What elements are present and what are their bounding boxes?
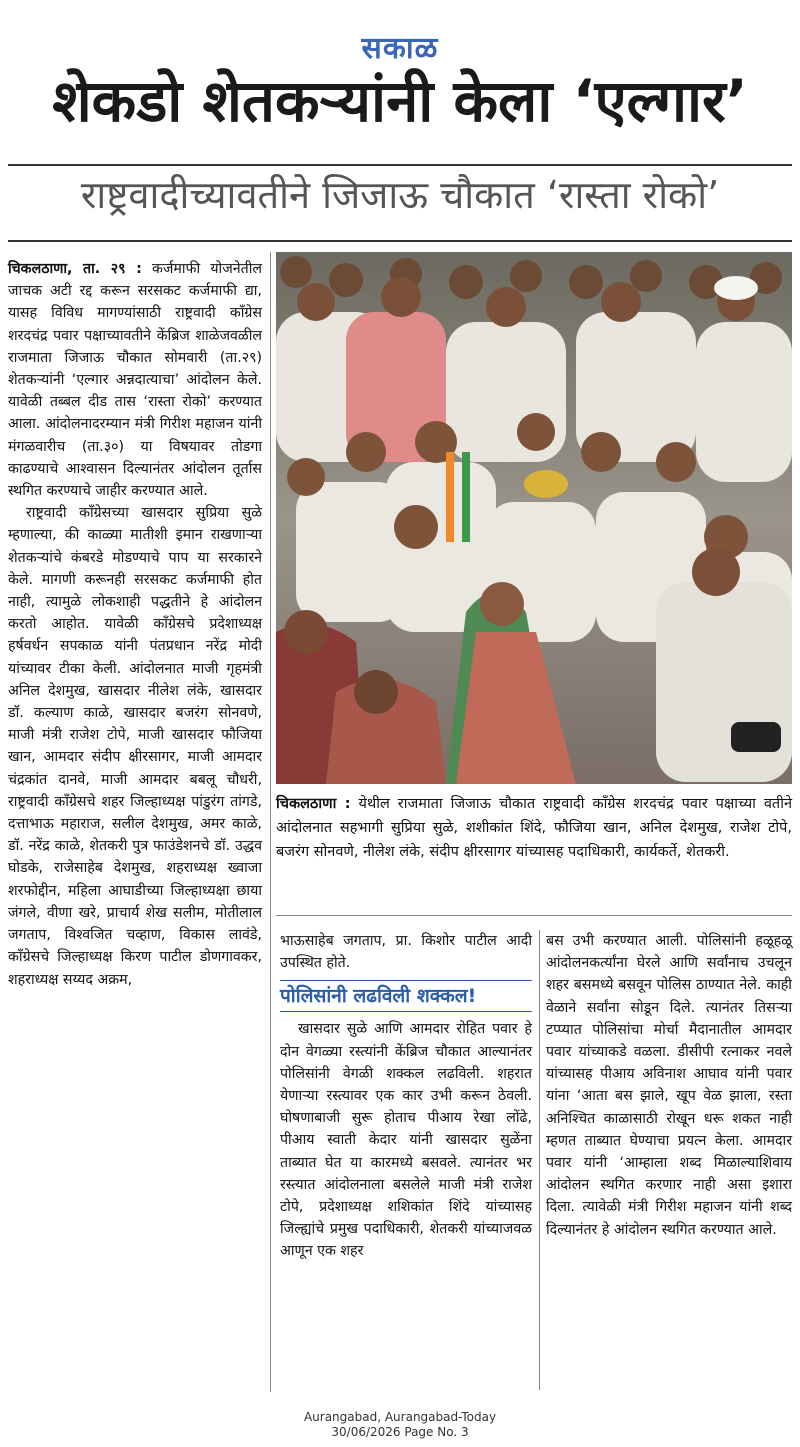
protest-crowd-photo [276, 252, 792, 784]
column-divider [270, 252, 271, 1392]
footer-date-page: 30/06/2026 Page No. 3 [331, 1425, 469, 1439]
paragraph: भाऊसाहेब जगताप, प्रा. किशोर पाटील आदी उपस्थित होते. [280, 933, 532, 972]
caption-text: येथील राजमाता जिजाऊ चौकात राष्ट्रवादी काँग्रेस शरदचंद्र पवार पक्षाच्या वतीने आंदोलनात सहभागी सुप्रिया सुळे, शशीकांत शिंदे, फौजिया खान, अनिल देशमुख, राजेश टोपे, बजरंग सोनवणे, नीलेश लंके, संदीप क्षीरसागर यांच्यासह पदाधिकारी, कार्यकर्ते, शेतकरी. [276, 796, 792, 860]
paragraph: बस उभी करण्यात आली. पोलिसांनी हळूहळू आंदोलनकर्त्यांना घेरले आणि सर्वांनाच उचलून शहर बसमध्ये बसवून पोलिस ठाण्यात नेले. काही वेळाने सर्वांना सोडून दिले. त्यानंतर तिसऱ्या टप्प्यात पोलिसांचा मोर्चा मैदानातील आमदार पवार यांच्याकडे वळला. डीसीपी रत्नाकर नवले यांच्यासह पीआय अविनाश आघाव यांनी पवार यांना ‘आता बस झाले, खूप वेळ झाला, रस्ता अनिश्चित काळासाठी रोखून धरू शकत नाही म्हणत ताब्यात घेण्याचा प्रयत्न केला. आमदार पवार यांनी ‘आम्हाला शब्द मिळाल्याशिवाय आंदोलन स्थगित करणार नाही असा इशारा दिला. त्यावेळी मंत्री गिरीश महाजन यांनी शब्द दिल्यानंतर हे आंदोलन स्थगित करण्यात आले. [546, 933, 792, 1238]
divider [8, 164, 792, 166]
paragraph: कर्जमाफी योजनेतील जाचक अटी रद्द करून सरसकट कर्जमाफी द्या, यासह विविध मागण्यांसाठी राष्ट्रवादी काँग्रेस शरदचंद्र पवार पक्षाच्यावतीने केंब्रिज शाळेजवळील राजमाता जिजाऊ चौकात सोमवारी (ता.२९) शेतकऱ्यांनी ‘एल्गार अन्नदात्याचा’ आंदोलन केले. यावेळी तब्बल दीड तास ‘रास्ता रोको’ करण्यात आला. आंदोलनादरम्यान मंत्री गिरीश महाजन यांनी मंगळवारीच (ता.३०) या विषयावर तोडगा काढण्याचे आश्वासन दिल्यानंतर आंदोलन तूर्तास स्थगित करण्याचे जाहीर करण्यात आले. [8, 261, 263, 500]
article-column-1 [8, 258, 262, 991]
paragraph: खासदार सुळे आणि आमदार रोहित पवार हे दोन वेगळ्या रस्त्यांनी केंब्रिज चौकात आल्यानंतर पोलिसांनी वेगळी शक्कल लढविली. शहरात येणाऱ्या रस्त्यावर एक कार उभी करून ठेवली. घोषणाबाजी सुरू होताच पीआय रेखा लोंढे, पीआय स्वाती केदार यांनी खासदार सुळेंना ताब्यात घेत या कारमध्ये बसवले. त्यानंतर भर रस्त्यात आंदोलनाला बसलेले माजी मंत्री राजेश टोपे, प्रदेशाध्यक्ष शशिकांत शिंदे यांच्यासह जिल्ह्यांचे प्रमुख पदाधिकारी, शेतकरी यांच्याजवळ आणून एक शहर [280, 1021, 532, 1260]
caption-place: चिकलठाणा : [276, 796, 351, 812]
masthead-logo: सकाळ [361, 31, 439, 66]
page-footer [0, 1410, 800, 1440]
article-column-3 [546, 930, 792, 1241]
headline: शेकडो शेतकऱ्यांनी केला ‘एल्गार’ [52, 67, 748, 135]
paragraph: राष्ट्रवादी काँग्रेसच्या खासदार सुप्रिया सुळे म्हणाल्या, की काळ्या मातीशी इमान राखणाऱ्या शेतकऱ्यांचे कंबरडे मोडण्याचे पाप या सरकारने केले. मागणी करूनही सरसकट कर्जमाफी होत नाही, त्यामुळे लोकशाही पद्धतीने हे आंदोलन करतो आहोत. यावेळी काँग्रेसचे प्रदेशाध्यक्ष हर्षवर्धन सपकाळ यांनी पंतप्रधान नरेंद्र मोदी यांच्यावर टीका केली. आंदोलनात माजी गृहमंत्री अनिल देशमुख, खासदार नीलेश लंके, खासदार डॉ. कल्याण काळे, खासदार बजरंग सोनवणे, माजी मंत्री राजेश टोपे, माजी खासदार फौजिया खान, आमदार संदीप क्षीरसागर, माजी आमदार चंद्रकांत दानवे, माजी आमदार बबलू चौधरी, राष्ट्रवादी काँग्रेसचे शहर जिल्हाध्यक्ष पांडुरंग तांगडे, दत्ताभाऊ महाराज, सलील देशमुख, अमर काळे, डॉ. नरेंद्र काळे, शेतकरी पुत्र फाउंडेशनचे डॉ. उद्धव घोडके, राजेसाहेब देशमुख, शहराध्यक्ष ख्वाजा शरफोद्दीन, महिला आघाडीच्या जिल्हाध्यक्षा छाया जंगले, वीणा खरे, प्राचार्य शेख सलीम, मोतीलाल जगताप, विश्वजित चव्हाण, विकास लावंडे, काँग्रेसचे जिल्हाध्यक्ष किरण पाटील डोणगावकर, शहराध्यक्ष सय्यद अक्रम, [8, 505, 262, 988]
footer-edition: Aurangabad, Aurangabad-Today [303, 1410, 497, 1424]
subheadline: राष्ट्रवादीच्यावतीने जिजाऊ चौकात ‘रास्ता रोको’ [80, 173, 720, 217]
divider [276, 915, 792, 916]
article-column-2 [280, 930, 532, 1263]
news-photo [276, 252, 792, 784]
dateline: चिकलठाणा, ता. २९ : [8, 261, 142, 277]
divider [8, 240, 792, 242]
subsection-heading: पोलिसांनी लढविली शक्कल! [280, 980, 532, 1012]
column-divider [539, 930, 540, 1390]
photo-caption [276, 792, 792, 864]
article-body [8, 258, 262, 502]
